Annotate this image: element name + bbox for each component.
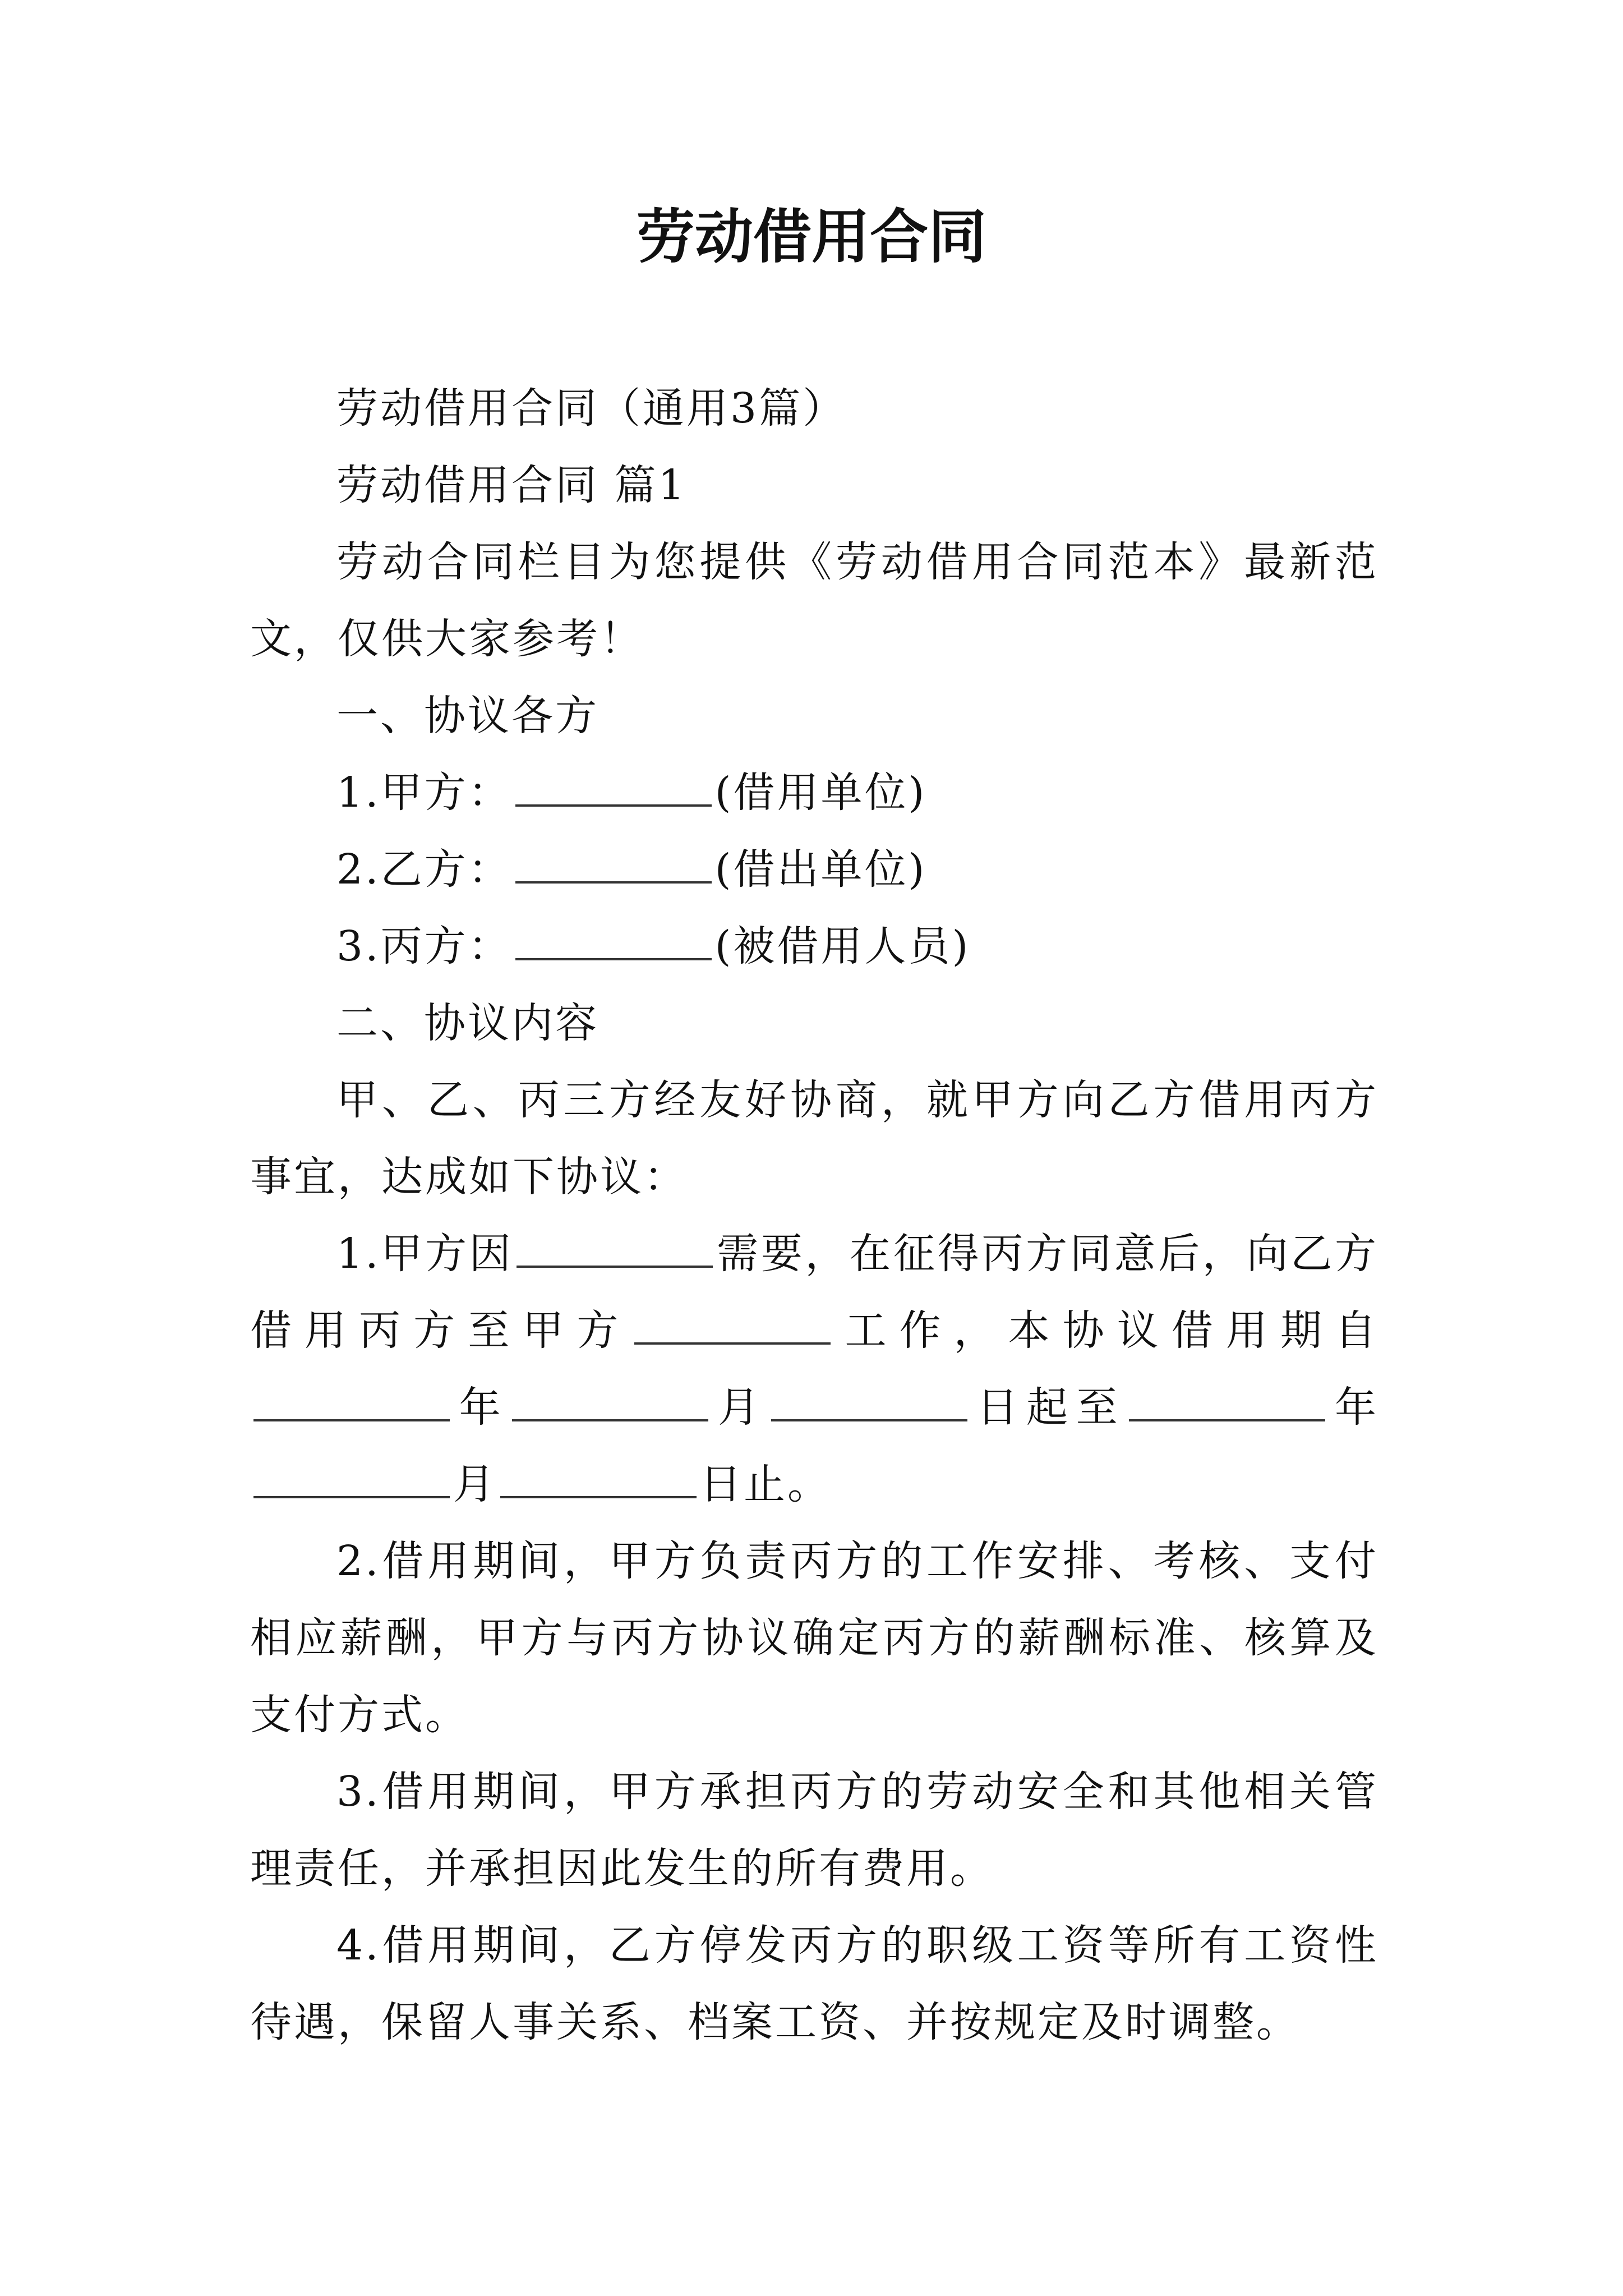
- paragraph-text: 工作，本协议借用期自: [834, 1306, 1379, 1355]
- fill-in-blank: [771, 1384, 967, 1421]
- paragraph: [250, 1523, 1378, 1754]
- paragraph-text: 一、协议各方: [336, 692, 599, 740]
- paragraph-text: 3.借用期间，甲方承担丙方的劳动安全和其他相关管理责任，并承担因此发生的所有费用。: [250, 1768, 1378, 1893]
- paragraph: [250, 1754, 1378, 1907]
- fill-in-blank: [634, 1308, 831, 1345]
- paragraph-text: 3.丙方：: [336, 922, 512, 970]
- paragraph-text: 劳动借用合同 篇1: [336, 461, 687, 509]
- paragraph-text: 2.借用期间，甲方负责丙方的工作安排、考核、支付相应薪酬，甲方与丙方协议确定丙方的薪酬标准、核算及支付方式。: [250, 1537, 1378, 1739]
- fill-in-blank: [500, 1461, 697, 1498]
- paragraph-text: (被借用人员): [714, 922, 971, 970]
- paragraph: [250, 678, 1378, 754]
- document-body: [250, 370, 1378, 2061]
- paragraph-text: 需要，在征得丙方同意后，向乙方借用丙方至甲方: [250, 1230, 1379, 1355]
- fill-in-blank: [253, 1461, 450, 1498]
- paragraph: [250, 754, 1378, 831]
- paragraph: [250, 370, 1378, 447]
- paragraph: [250, 524, 1378, 678]
- paragraph: [250, 985, 1378, 1062]
- fill-in-blank: [515, 770, 712, 807]
- fill-in-blank: [517, 1231, 713, 1268]
- paragraph-text: 甲、乙、丙三方经友好协商，就甲方向乙方借用丙方事宜，达成如下协议：: [250, 1076, 1378, 1201]
- paragraph: [250, 1216, 1378, 1523]
- paragraph-text: 劳动借用合同（通用3篇）: [336, 384, 847, 432]
- paragraph: [250, 1062, 1378, 1216]
- paragraph-text: 月: [712, 1383, 768, 1432]
- paragraph-text: (借出单位): [714, 845, 927, 894]
- paragraph: [250, 831, 1378, 908]
- paragraph-text: 1.甲方：: [336, 769, 512, 817]
- fill-in-blank: [515, 846, 712, 884]
- fill-in-blank: [515, 923, 712, 960]
- paragraph-text: 二、协议内容: [336, 999, 599, 1047]
- paragraph-text: 月: [453, 1460, 497, 1508]
- paragraph-text: 1.甲方因: [336, 1230, 514, 1278]
- paragraph-text: 年: [453, 1383, 509, 1432]
- document-title: 劳动借用合同: [636, 202, 986, 271]
- paragraph-text: 劳动合同栏目为您提供《劳动借用合同范本》最新范文，仅供大家参考！: [250, 538, 1378, 663]
- paragraph-text: 2.乙方：: [336, 845, 512, 894]
- paragraph-text: 年: [1329, 1383, 1379, 1432]
- fill-in-blank: [512, 1384, 708, 1421]
- paragraph: [250, 1907, 1378, 2061]
- paragraph-text: 日起至: [970, 1383, 1126, 1432]
- fill-in-blank: [1129, 1384, 1325, 1421]
- paragraph: [250, 447, 1378, 524]
- fill-in-blank: [253, 1384, 450, 1421]
- paragraph: [250, 908, 1378, 985]
- paragraph-text: 4.借用期间，乙方停发丙方的职级工资等所有工资性待遇，保留人事关系、档案工资、并按规定及时调整。: [250, 1921, 1378, 2046]
- paragraph-text: (借用单位): [714, 769, 927, 817]
- paragraph-text: 日止。: [700, 1460, 831, 1508]
